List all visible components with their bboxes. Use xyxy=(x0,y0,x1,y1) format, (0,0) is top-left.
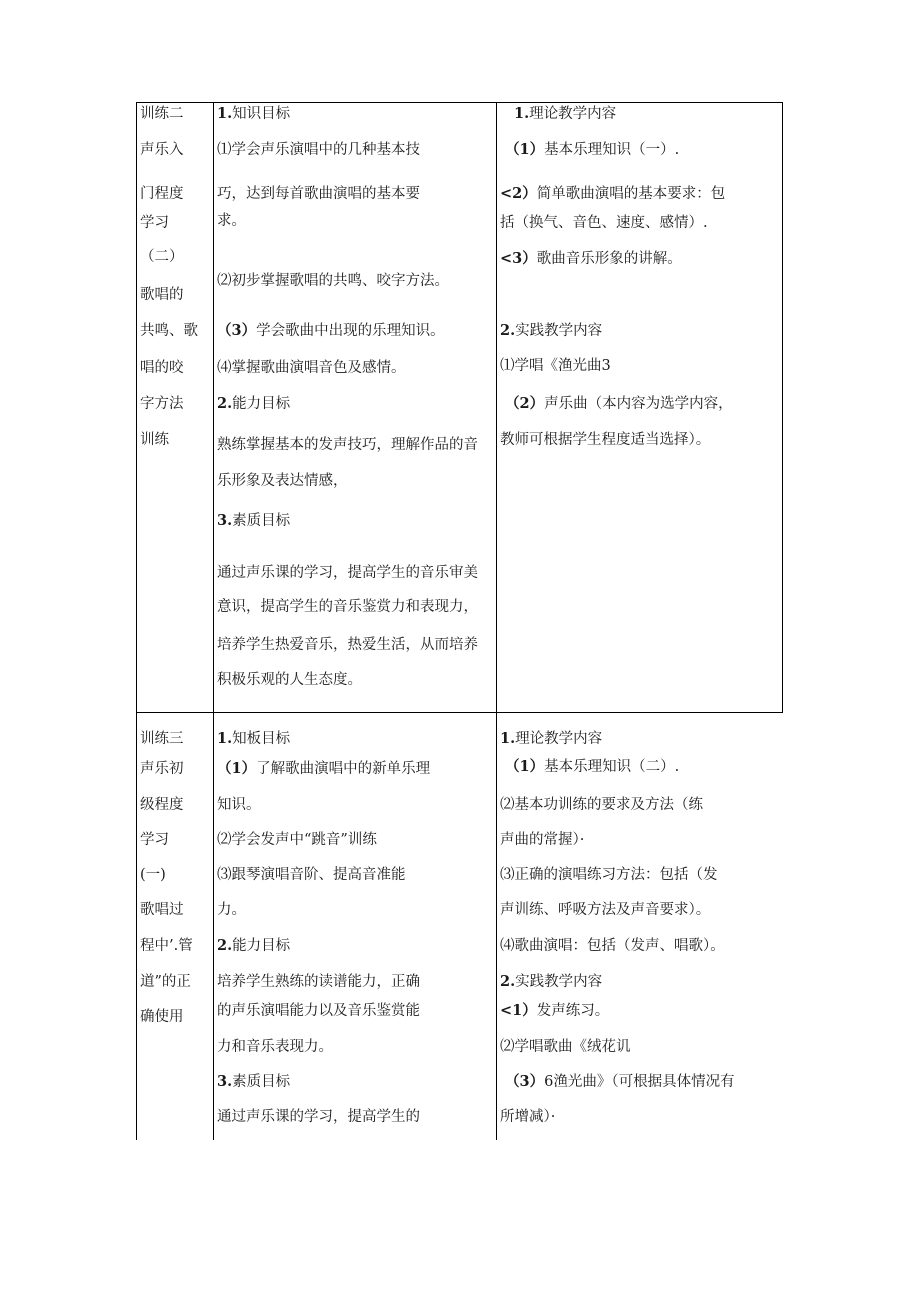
r2c1-line: 程中’.管 xyxy=(140,938,193,954)
r1c2-line: ⑷掌握歌曲演唱音色及感情。 xyxy=(217,360,406,376)
r2c2-line: 3.素质目标 xyxy=(217,1073,291,1090)
r2c3-line: 声曲的常握）· xyxy=(500,832,585,848)
r2c3-line: 1.理论教学内容 xyxy=(500,730,603,747)
r1c3-line: 2.实践教学内容 xyxy=(500,322,603,339)
r2c3-line: （3）6渔光曲》（可根据具体情况有 xyxy=(505,1073,735,1090)
r1c3-line: 教师可根据学生程度适当选择）。 xyxy=(500,432,711,448)
r1c2-line: （3）学会歌曲中出现的乐理知识。 xyxy=(217,322,445,339)
r2c2-line: 力和音乐表现力。 xyxy=(217,1039,333,1055)
r1c1-line: 训练二 xyxy=(140,106,184,122)
column-divider-1 xyxy=(213,102,214,1140)
r1c2-line: ⑴学会声乐演唱中的几种基本技 xyxy=(217,142,420,158)
r1c2-line: 熟练掌握基本的发声技巧，理解作品的音 xyxy=(217,437,478,453)
row-divider xyxy=(136,712,783,713)
r1c3-line: <2）简单歌曲演唱的基本要求：包 xyxy=(500,185,726,202)
r2c2-line: ⑶跟琴演唱音阶、提高音准能 xyxy=(217,867,406,883)
r1c1-line: 学习 xyxy=(140,215,169,231)
r1c2-line: ⑵初步掌握歌唱的共鸣、咬字方法。 xyxy=(217,273,449,289)
r2c3-line: 所增减）· xyxy=(500,1109,556,1125)
table-right-border xyxy=(782,102,783,712)
r1c2-line: 2.能力目标 xyxy=(217,395,291,412)
r1c2-line: 通过声乐课的学习，提高学生的音乐审美 xyxy=(217,565,478,581)
r2c1-line: (一) xyxy=(140,867,166,883)
r1c2-line: 乐形象及表达情感， xyxy=(217,473,348,489)
r1c2-line: 求。 xyxy=(217,213,246,229)
r2c1-line: 道”的正 xyxy=(140,974,191,990)
column-divider-2 xyxy=(496,102,497,1140)
r1c1-line: 门程度 xyxy=(140,186,184,202)
r1c1-line: 唱的咬 xyxy=(140,360,184,376)
r1c1-line: 训练 xyxy=(140,432,169,448)
r1c2-line: 积极乐观的人生态度。 xyxy=(217,672,362,688)
r2c2-line: ⑵学会发声中“跳音”训练 xyxy=(217,832,377,848)
r1c1-line: 字方法 xyxy=(140,396,184,412)
r2c2-line: 知识。 xyxy=(217,797,261,813)
r1c1-line: 共鸣、歌 xyxy=(140,323,198,339)
r1c3-line: <3）歌曲音乐形象的讲解。 xyxy=(500,250,682,267)
table-top-border xyxy=(136,102,783,103)
r1c1-line: 歌唱的 xyxy=(140,287,184,303)
r2c2-line: 2.能力目标 xyxy=(217,937,291,954)
r2c1-line: 级程度 xyxy=(140,797,184,813)
r2c3-line: 声训练、呼吸方法及声音要求）。 xyxy=(500,902,711,918)
r2c3-line: ⑵学唱歌曲《绒花讥 xyxy=(500,1039,631,1055)
r1c1-line: 声乐入 xyxy=(140,142,184,158)
r1c2-line: 培养学生热爱音乐，热爱生活，从而培养 xyxy=(217,637,478,653)
r1c2-line: 巧，达到每首歌曲演唱的基本要 xyxy=(217,186,420,202)
r1c2-line: 意识，提高学生的音乐鉴赏力和表现力， xyxy=(217,599,478,615)
r1c3-line: 1.理论教学内容 xyxy=(514,105,617,122)
r2c2-line: 力。 xyxy=(217,902,246,918)
r2c2-line: （1）了解歌曲演唱中的新单乐理 xyxy=(217,760,431,777)
r2c3-line: <1）发声练习。 xyxy=(500,1002,610,1019)
r2c1-line: 歌唱过 xyxy=(140,902,184,918)
r2c1-line: 声乐初 xyxy=(140,761,184,777)
r1c3-line: （1）基本乐理知识（一）. xyxy=(505,141,680,158)
r2c3-line: ⑷歌曲演唱：包括（发声、唱歌）。 xyxy=(500,938,725,954)
r1c2-line: 1.知识目标 xyxy=(217,105,291,122)
r1c3-line: ⑴学唱《渔光曲3 xyxy=(500,358,611,374)
r2c3-line: ⑵基本功训练的要求及方法（练 xyxy=(500,797,703,813)
r2c3-line: ⑶正确的演唱练习方法：包括（发 xyxy=(500,867,718,883)
r2c1-line: 训练三 xyxy=(140,731,184,747)
r2c3-line: 2.实践教学内容 xyxy=(500,973,603,990)
r2c1-line: 确使用 xyxy=(140,1009,184,1025)
r2c3-line: （1）基本乐理知识（二）. xyxy=(505,758,680,775)
r2c1-line: 学习 xyxy=(140,832,169,848)
r1c3-line: 括（换气、音色、速度、感情）. xyxy=(500,215,708,231)
r1c2-line: 3.素质目标 xyxy=(217,512,291,529)
r1c1-line: （二） xyxy=(140,249,184,265)
r2c2-line: 的声乐演唱能力以及音乐鉴赏能 xyxy=(217,1003,420,1019)
table-left-border xyxy=(136,102,137,1140)
r2c2-line: 通过声乐课的学习，提高学生的 xyxy=(217,1109,420,1125)
r2c2-line: 培养学生熟练的读谱能力，正确 xyxy=(217,974,420,990)
r2c2-line: 1.知板目标 xyxy=(217,730,291,747)
r1c3-line: （2）声乐曲（本内容为选学内容， xyxy=(505,395,733,412)
